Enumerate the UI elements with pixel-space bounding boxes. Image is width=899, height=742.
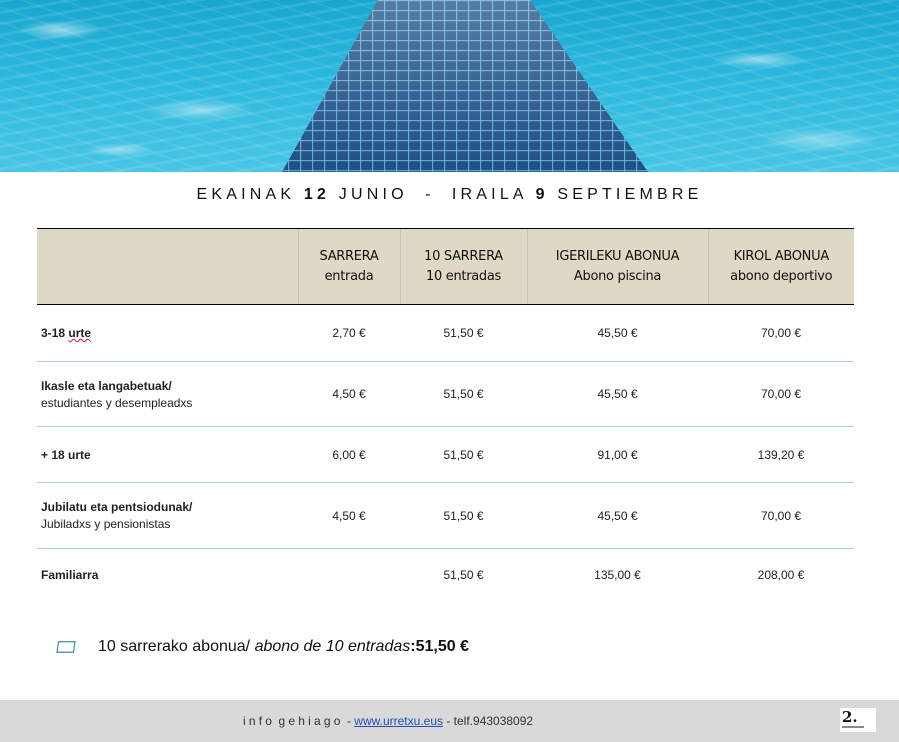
- price-cell: 45,50 €: [527, 305, 708, 362]
- price-cell: 51,50 €: [443, 567, 484, 582]
- row-label: [37, 549, 298, 601]
- price-table: [37, 228, 854, 601]
- note-colon: :: [410, 638, 416, 655]
- pool-banner-image: [0, 0, 899, 172]
- price-cell: 6,00 €: [298, 427, 400, 483]
- header-line1: KIROL ABONUA: [733, 248, 829, 264]
- table-row: [37, 549, 854, 601]
- header-igerileku-abonua: [527, 229, 708, 305]
- row-label: [37, 483, 298, 549]
- price-cell: 51,50 €: [400, 305, 527, 362]
- row-label-main: Ikasle eta langabetuak/: [41, 378, 172, 393]
- price-cell: 45,50 €: [527, 483, 708, 549]
- price-cell: 4,50 €: [298, 362, 400, 427]
- row-label: [37, 305, 298, 362]
- header-kirol-abonua: [708, 229, 854, 305]
- to-month: SEPTIEMBRE: [557, 186, 703, 203]
- price-cell: 91,00 €: [527, 427, 708, 483]
- header-line2: Abono piscina: [573, 268, 662, 284]
- price-cell: 51,50 €: [400, 483, 527, 549]
- table-row: [37, 427, 854, 483]
- price-cell: 4,50 €: [298, 483, 400, 549]
- header-line1: IGERILEKU ABONUA: [555, 248, 680, 264]
- header-line2: abono deportivo: [730, 268, 833, 284]
- from-day: 12: [303, 186, 331, 203]
- pool-lane-tiles: [0, 0, 899, 172]
- price-cell: 208,00 €: [757, 567, 805, 582]
- header-line1: 10 SARRERA: [424, 248, 503, 264]
- table-row: [37, 305, 854, 362]
- header-10-sarrera: [400, 229, 527, 305]
- logo-caption-line: [842, 726, 864, 728]
- row-label-sub: estudiantes y desempleadxs: [41, 395, 193, 410]
- to-day: 9: [535, 186, 549, 203]
- row-label-main: 3-18 urte: [41, 326, 92, 340]
- price-cell: 45,50 €: [527, 362, 708, 427]
- row-label-main: Familiarra: [41, 567, 99, 582]
- table-header-row: [37, 229, 854, 305]
- price-cell: [298, 549, 400, 601]
- row-label: [37, 362, 298, 427]
- footer-more-label: gehiago: [278, 714, 344, 728]
- from-month: JUNIO: [338, 186, 408, 203]
- price-cell: 70,00 €: [708, 305, 854, 362]
- website-link[interactable]: www.urretxu.eus: [354, 714, 443, 728]
- to-label: IRAILA: [451, 186, 527, 203]
- price-cell: 51,50 €: [400, 362, 527, 427]
- footer-info-label: info: [243, 714, 276, 728]
- note-text-italic: abono de 10 entradas: [254, 638, 411, 655]
- price-cell: 2,70 €: [298, 305, 400, 362]
- header-line2: 10 entradas: [425, 268, 501, 284]
- logo-mark: 2.: [842, 708, 858, 726]
- footer-bar: [0, 700, 899, 742]
- season-dates-heading: [0, 186, 899, 204]
- header-empty-cell: [37, 229, 298, 305]
- header-sarrera: [298, 229, 400, 305]
- price-cell: 70,00 €: [708, 362, 854, 427]
- footer-separator: -: [346, 714, 351, 728]
- dates-separator: -: [425, 186, 435, 203]
- from-label: EKAINAK: [196, 186, 296, 203]
- note-box-icon: [55, 641, 77, 653]
- row-label-sub: Jubiladxs y pensionistas: [41, 517, 171, 531]
- price-cell: 139,20 €: [708, 427, 854, 483]
- note-price: 51,50 €: [415, 638, 469, 655]
- row-label-underlined: urte: [68, 326, 92, 340]
- header-line1: SARRERA: [319, 248, 379, 264]
- price-cell: 70,00 €: [708, 483, 854, 549]
- header-line2: entrada: [324, 268, 374, 284]
- price-cell: 135,00 €: [594, 567, 641, 582]
- row-label-main: Jubilatu eta pentsiodunak/: [41, 500, 193, 514]
- table-row: [37, 483, 854, 549]
- row-label: [37, 427, 298, 483]
- note-text: 10 sarrerako abonua/: [98, 638, 251, 655]
- footer-contact: [243, 714, 533, 728]
- table-row: [37, 362, 854, 427]
- row-label-main: + 18 urte: [41, 447, 91, 462]
- ten-entry-pass-note: [55, 634, 469, 660]
- price-cell: 51,50 €: [400, 427, 527, 483]
- urretxu-logo-icon: [840, 708, 876, 732]
- footer-phone: - telf.943038092: [446, 714, 534, 728]
